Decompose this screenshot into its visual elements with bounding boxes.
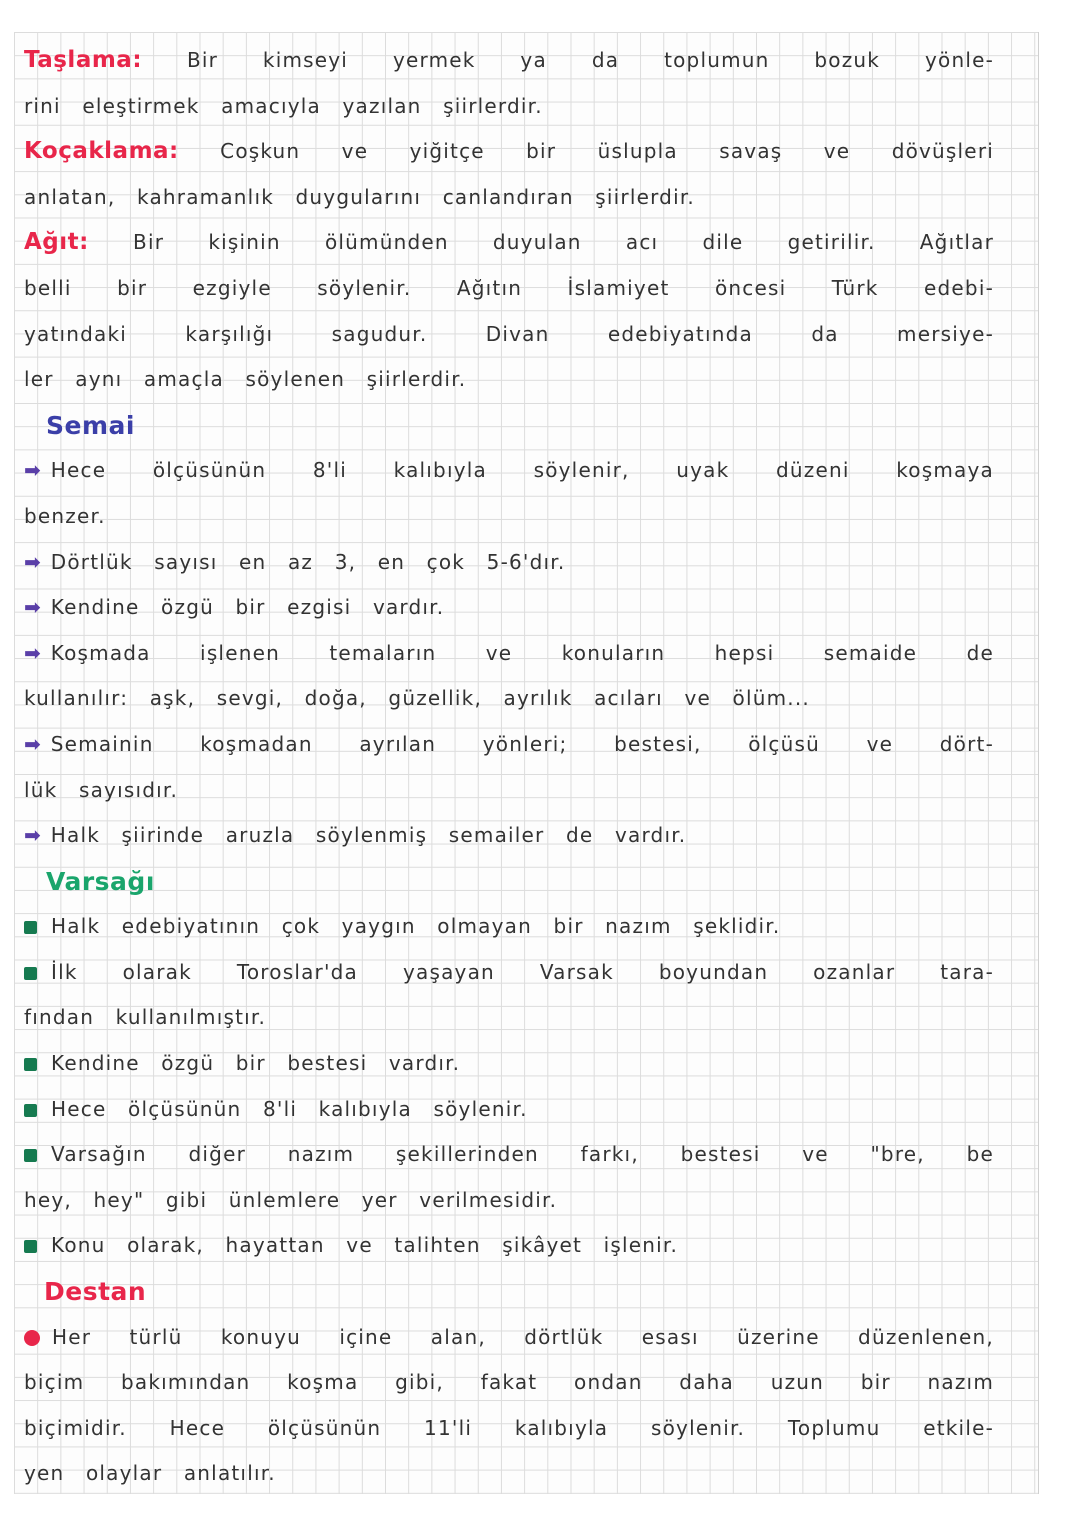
taslama-term: Taşlama:: [24, 47, 143, 73]
kocaklama-line-1: [24, 129, 994, 175]
semai-bullet-4-cont: kullanılır: aşk, sevgi, doğa, güzellik, ayrılık acıları ve ölüm...: [24, 686, 810, 711]
semai-bullet-3: [24, 585, 994, 631]
arrow-right-icon: ➡: [24, 549, 41, 574]
square-bullet-icon: [24, 1104, 37, 1117]
semai-bullet-1: [24, 448, 994, 494]
varsagi-bullet-5-cont: hey, hey" gibi ünlemlere yer verilmesidir.: [24, 1187, 558, 1212]
arrow-right-icon: ➡: [24, 823, 41, 848]
notes-content: [24, 38, 994, 1497]
destan-line-2: biçim bakımından koşma gibi, fakat ondan daha uzun bir nazım: [24, 1370, 994, 1395]
semai-bullet-3-text: Kendine özgü bir ezgisi vardır.: [50, 595, 445, 620]
varsagi-heading: Varsağı: [46, 866, 155, 896]
varsagi-bullet-2: [24, 950, 994, 996]
destan-heading: Destan: [44, 1277, 147, 1307]
agit-line-1: [24, 220, 994, 266]
semai-bullet-1-cont: benzer.: [24, 503, 106, 528]
varsagi-bullet-5-text: Varsağın diğer nazım şekillerinden farkı, bestesi ve "bre, be: [51, 1142, 994, 1167]
semai-bullet-2-text: Dörtlük sayısı en az 3, en çok 5-6'dır.: [50, 549, 566, 574]
semai-bullet-4: [24, 631, 994, 677]
destan-line-3: biçimidir. Hece ölçüsünün 11'li kalıbıyla söylenir. Toplumu etkile-: [24, 1415, 994, 1440]
kocaklama-line-2: anlatan, kahramanlık duygularını canlandıran şiirlerdir.: [24, 184, 695, 209]
destan-line-1-text: Her türlü konuyu içine alan, dörtlük esası üzerine düzenlenen,: [52, 1324, 994, 1349]
semai-bullet-6-text: Halk şiirinde aruzla söylenmiş semailer de vardır.: [50, 823, 687, 848]
semai-bullet-5-cont: lük sayısıdır.: [24, 777, 179, 802]
semai-heading: Semai: [46, 410, 135, 440]
semai-bullet-4-text: Koşmada işlenen temaların ve konuların hepsi semaide de: [50, 640, 994, 665]
taslama-line-2: rini eleştirmek amacıyla yazılan şiirlerdir.: [24, 93, 543, 118]
kocaklama-term: Koçaklama:: [24, 138, 179, 165]
kocaklama-text-1: Coşkun ve yiğitçe bir üslupla savaş ve dövüşleri: [220, 139, 994, 164]
square-bullet-icon: [24, 1149, 37, 1162]
arrow-right-icon: ➡: [24, 458, 41, 483]
agit-text-1: Bir kişinin ölümünden duyulan acı dile getirilir. Ağıtlar: [133, 230, 995, 255]
varsagi-bullet-6: [24, 1223, 994, 1269]
arrow-right-icon: ➡: [24, 731, 41, 756]
semai-bullet-5: [24, 722, 994, 768]
semai-bullet-2: [24, 540, 994, 586]
semai-bullet-6: [24, 813, 994, 859]
square-bullet-icon: [24, 921, 37, 934]
varsagi-bullet-4: [24, 1087, 994, 1133]
agit-line-2: belli bir ezgiyle söylenir. Ağıtın İslamiyet öncesi Türk edebi-: [24, 275, 994, 300]
agit-line-3: yatındaki karşılığı sagudur. Divan edebiyatında da mersiye-: [24, 321, 994, 346]
varsagi-bullet-4-text: Hece ölçüsünün 8'li kalıbıyla söylenir.: [51, 1096, 528, 1121]
arrow-right-icon: ➡: [24, 640, 41, 665]
destan-line-1: [24, 1315, 994, 1361]
dot-bullet-icon: [24, 1330, 40, 1346]
varsagi-bullet-3: [24, 1041, 994, 1087]
square-bullet-icon: [24, 1240, 37, 1253]
semai-bullet-5-text: Semainin koşmadan ayrılan yönleri; bestesi, ölçüsü ve dört-: [50, 731, 994, 756]
varsagi-bullet-3-text: Kendine özgü bir bestesi vardır.: [51, 1051, 461, 1076]
taslama-line-1: [24, 38, 994, 84]
square-bullet-icon: [24, 1058, 37, 1071]
varsagi-bullet-2-text: İlk olarak Toroslar'da yaşayan Varsak boyundan ozanlar tara-: [51, 959, 994, 984]
destan-line-4: yen olaylar anlatılır.: [24, 1461, 276, 1486]
agit-term: Ağıt:: [24, 229, 89, 256]
agit-line-4: ler aynı amaçla söylenen şiirlerdir.: [24, 367, 467, 392]
varsagi-bullet-2-cont: fından kullanılmıştır.: [24, 1005, 267, 1030]
semai-bullet-1-text: Hece ölçüsünün 8'li kalıbıyla söylenir, uyak düzeni koşmaya: [50, 458, 994, 483]
varsagi-bullet-6-text: Konu olarak, hayattan ve talihten şikâyet işlenir.: [51, 1233, 679, 1258]
varsagi-bullet-5: [24, 1132, 994, 1178]
varsagi-bullet-1-text: Halk edebiyatının çok yaygın olmayan bir nazım şeklidir.: [51, 914, 781, 939]
arrow-right-icon: ➡: [24, 595, 41, 620]
taslama-text-1: Bir kimseyi yermek ya da toplumun bozuk yönle-: [186, 48, 995, 72]
square-bullet-icon: [24, 967, 37, 980]
varsagi-bullet-1: [24, 904, 994, 950]
